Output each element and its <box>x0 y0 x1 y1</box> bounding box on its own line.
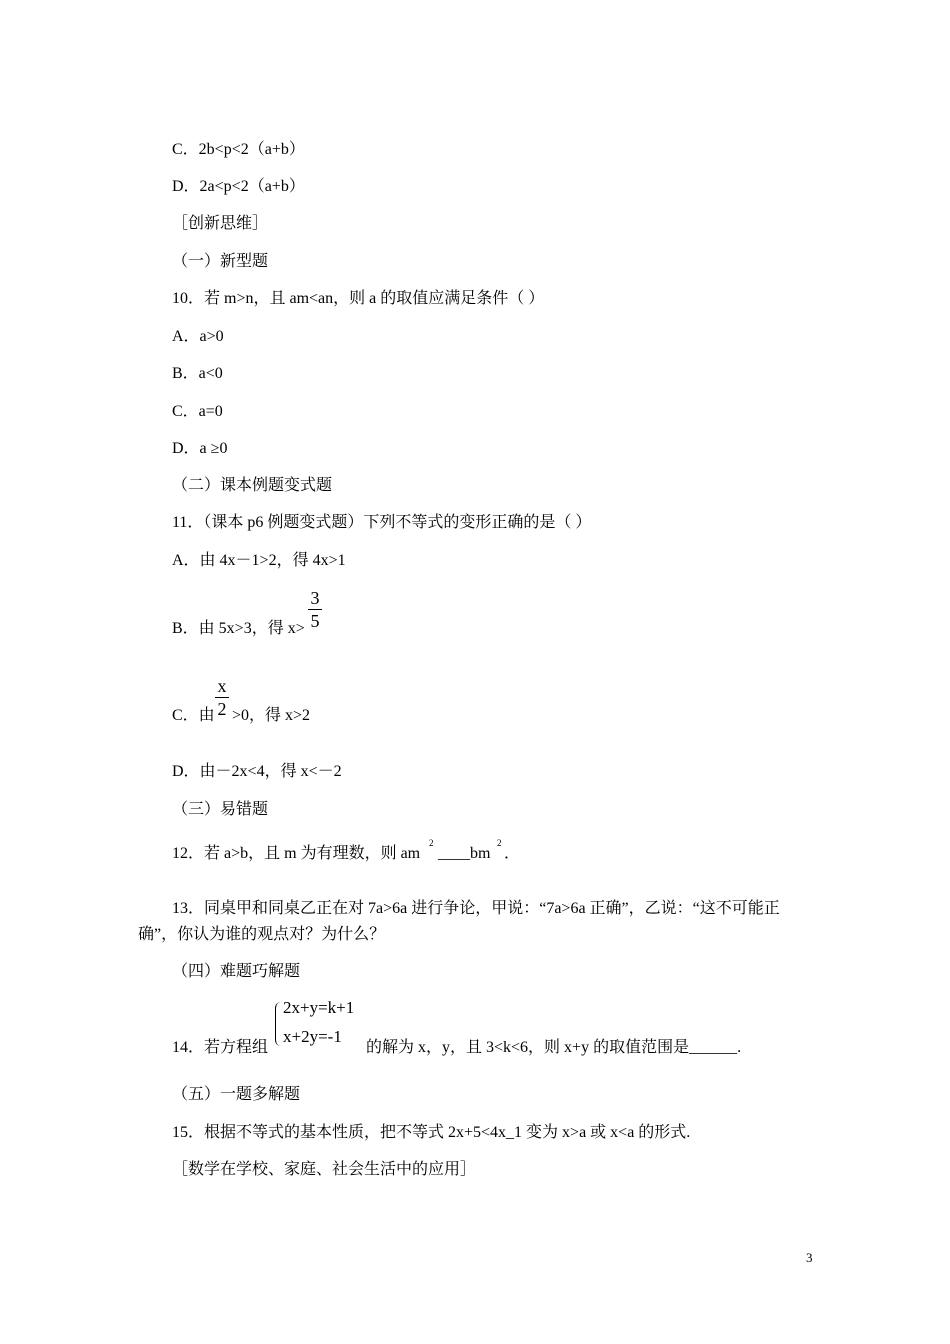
subsection-multiple-solutions: （五）一题多解题 <box>172 1086 301 1103</box>
fraction-bar <box>308 609 322 610</box>
page-number: 3 <box>806 1250 813 1265</box>
subsection-tricky: （四）难题巧解题 <box>172 963 301 980</box>
q11-option-d: D．由－2x<4，得 x<－2 <box>172 763 342 780</box>
equation-system-brace <box>275 1002 282 1046</box>
q10-option-d: D．a ≥0 <box>172 440 228 457</box>
q10-option-c: C．a=0 <box>172 403 223 420</box>
q11-option-c-suffix: >0，得 x>2 <box>232 707 311 724</box>
fraction-denominator: 2 <box>217 699 227 719</box>
question-11: 11．（课本 p6 例题变式题）下列不等式的变形正确的是（ ） <box>172 514 592 531</box>
equation-1: 2x+y=k+1 <box>283 998 355 1017</box>
question-12-middle: ____bm <box>438 845 491 862</box>
q12-exponent-2: 2 <box>497 838 502 848</box>
question-15: 15．根据不等式的基本性质，把不等式 2x+5<4x_1 变为 x>a 或 x<a 的形式. <box>172 1124 691 1141</box>
section-heading-innovation: ［创新思维］ <box>172 215 269 232</box>
subsection-textbook-variant: （二）课本例题变式题 <box>172 477 333 494</box>
question-13-line-1: 13．同桌甲和同桌乙正在对 7a>6a 进行争论，甲说：“7a>6a 正确”，乙说：“这不可能正 <box>172 900 780 917</box>
question-14-end: 的解为 x，y，且 3<k<6，则 x+y 的取值范围是______. <box>366 1039 742 1056</box>
question-14-start: 14．若方程组 <box>172 1039 269 1056</box>
q11-option-b: B．由 5x>3，得 x> <box>172 620 305 637</box>
subsection-error-prone: （三）易错题 <box>172 801 269 818</box>
q11-option-c-prefix: C．由 <box>172 707 215 724</box>
q12-exponent-1: 2 <box>429 838 434 848</box>
question-12-end: ． <box>504 845 521 862</box>
q10-option-a: A．a>0 <box>172 328 224 345</box>
fraction-bar <box>215 697 229 698</box>
fraction-numerator: 3 <box>310 588 320 608</box>
question-13-line-2: 确”，你认为谁的观点对？为什么？ <box>138 926 386 943</box>
fraction-numerator: x <box>217 676 227 696</box>
q11-c-fraction <box>215 676 229 719</box>
question-12-start: 12．若 a>b，且 m 为有理数，则 am <box>172 845 421 862</box>
fraction-denominator: 5 <box>310 611 320 631</box>
subsection-new-type: （一）新型题 <box>172 253 269 270</box>
q11-option-a: A．由 4x－1>2，得 4x>1 <box>172 552 346 569</box>
equation-2: x+2y=-1 <box>283 1027 342 1046</box>
q9-option-d: D．2a<p<2（a+b） <box>172 178 305 195</box>
section-heading-applications: ［数学在学校、家庭、社会生活中的应用］ <box>172 1161 477 1178</box>
question-10: 10．若 m>n，且 am<an，则 a 的取值应满足条件（ ） <box>172 290 545 307</box>
q9-option-c: C．2b<p<2（a+b） <box>172 141 305 158</box>
q11-b-fraction <box>308 588 322 631</box>
q10-option-b: B．a<0 <box>172 365 223 382</box>
